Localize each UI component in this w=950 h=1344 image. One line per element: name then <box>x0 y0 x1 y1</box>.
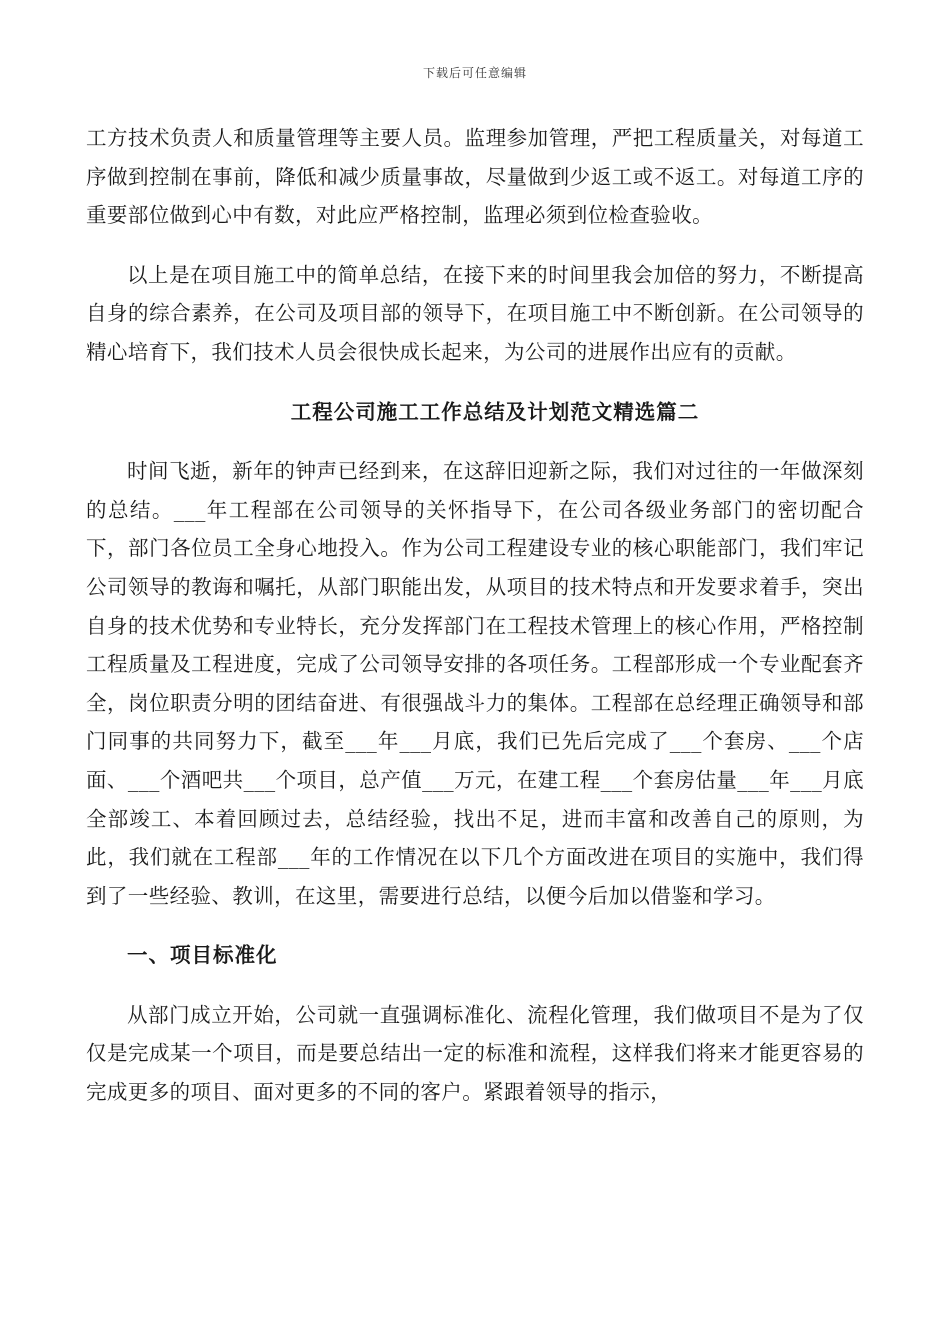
document-body <box>86 119 864 1112</box>
paragraph-4: 从部门成立开始，公司就一直强调标准化、流程化管理，我们做项目不是为了仅仅是完成某一个项目，而是要总结出一定的标准和流程，这样我们将来才能更容易的完成更多的项目、面对更多的不同的客户。紧跟着领导的指示， <box>86 1002 864 1105</box>
paragraph-2: 以上是在项目施工中的简单总结，在接下来的时间里我会加倍的努力，不断提高自身的综合素养，在公司及项目部的领导下，在项目施工中不断创新。在公司领导的精心培育下，我们技术人员会很快成长起来，为公司的进展作出应有的贡献。 <box>86 262 864 364</box>
paragraph-3: 时间飞逝，新年的钟声已经到来，在这辞旧迎新之际，我们对过往的一年做深刻的总结。___年工程部在公司领导的关怀指导下，在公司各级业务部门的密切配合下，部门各位员工全身心地投入。作为公司工程建设专业的核心职能部门，我们牢记公司领导的教诲和嘱托，从部门职能出发，从项目的技术特点和开发要求着手，突出自身的技术优势和专业特长，充分发挥部门在工程技术管理上的核心作用，严格控制工程质量及工程进度，完成了公司领导安排的各项任务。工程部形成一个专业配套齐全，岗位职责分明的团结奋进、有很强战斗力的集体。工程部在总经理正确领导和部门同事的共同努力下，截至___年___月底，我们已先后完成了___个套房、___个店面、___个酒吧共___个项目，总产值___万元，在建工程___个套房估量___年___月底全部竣工、本着回顾过去，总结经验，找出不足，进而丰富和改善自己的原则，为此，我们就在工程部___年的工作情况在以下几个方面改进在项目的实施中，我们得到了一些经验、教训，在这里，需要进行总结，以便今后加以借鉴和学习。 <box>86 459 864 908</box>
paragraph-1: 工方技术负责人和质量管理等主要人员。监理参加管理，严把工程质量关，对每道工序做到控制在事前，降低和减少质量事故，尽量做到少返工或不返工。对每道工序的重要部位做到心中有数，对此应严格控制，监理必须到位检查验收。 <box>86 126 864 228</box>
page-header-note: 下载后可任意编辑 <box>422 66 527 80</box>
section-title: 工程公司施工工作总结及计划范文精选篇二 <box>290 399 700 424</box>
subsection-heading: 一、项目标准化 <box>127 943 278 968</box>
